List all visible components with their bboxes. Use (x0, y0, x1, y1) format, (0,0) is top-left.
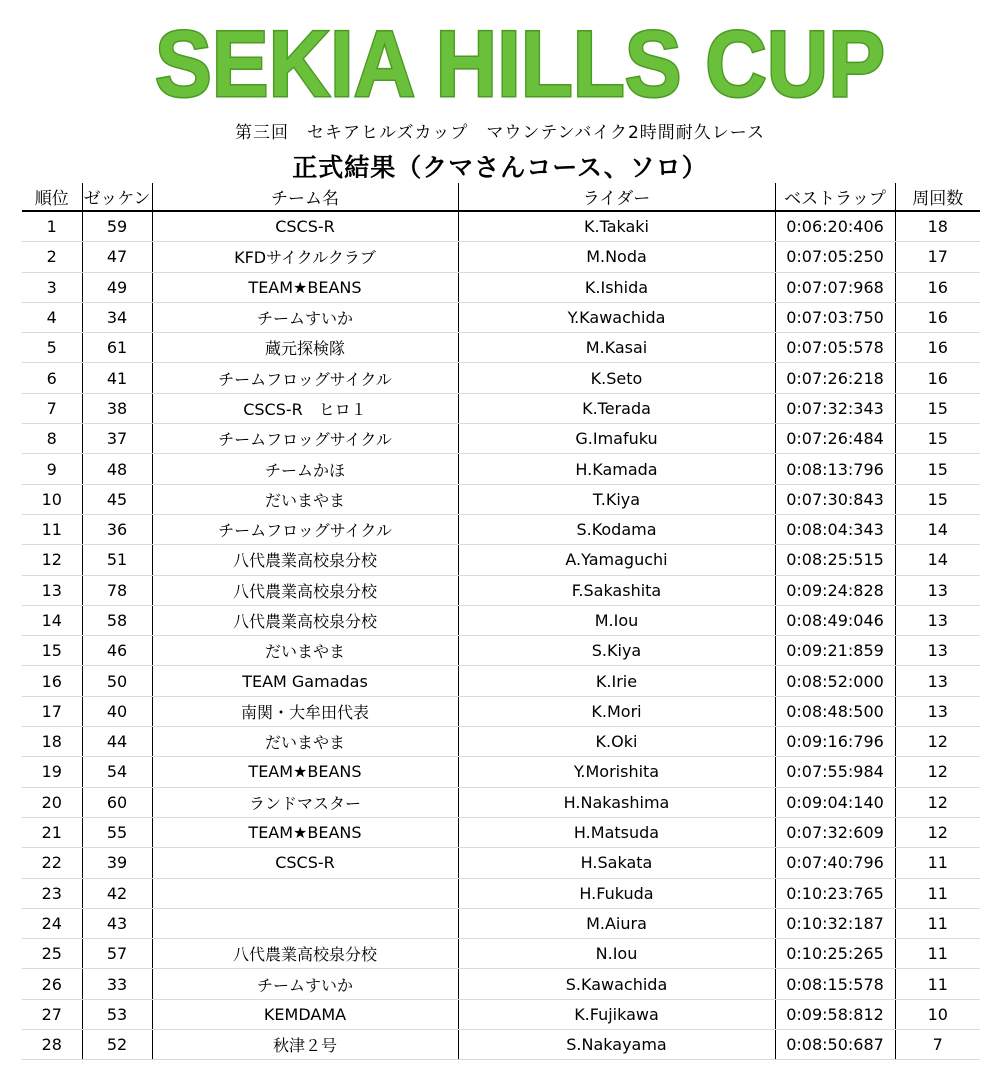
laps-cell: 12 (895, 757, 980, 787)
laps-cell: 12 (895, 787, 980, 817)
bib-cell: 41 (82, 363, 152, 393)
rider-cell: M.Kasai (458, 333, 775, 363)
rider-cell: H.Matsuda (458, 817, 775, 847)
best-lap-cell: 0:08:13:796 (775, 454, 895, 484)
rider-cell: K.Fujikawa (458, 999, 775, 1029)
team-cell: TEAM★BEANS (152, 817, 458, 847)
laps-cell: 13 (895, 636, 980, 666)
laps-cell: 10 (895, 999, 980, 1029)
rank-cell: 23 (22, 878, 82, 908)
rank-cell: 8 (22, 424, 82, 454)
best-lap-cell: 0:09:16:796 (775, 727, 895, 757)
team-cell: チームすいか (152, 302, 458, 332)
table-row (22, 636, 980, 666)
rank-cell: 6 (22, 363, 82, 393)
laps-cell: 7 (895, 1030, 980, 1060)
bib-cell: 47 (82, 242, 152, 272)
best-lap-cell: 0:08:25:515 (775, 545, 895, 575)
best-lap-cell: 0:08:49:046 (775, 605, 895, 635)
bib-cell: 52 (82, 1030, 152, 1060)
best-lap-cell: 0:09:58:812 (775, 999, 895, 1029)
laps-cell: 16 (895, 333, 980, 363)
team-cell: だいまやま (152, 636, 458, 666)
laps-cell: 11 (895, 939, 980, 969)
laps-cell: 16 (895, 272, 980, 302)
best-lap-cell: 0:07:32:343 (775, 393, 895, 423)
bib-cell: 45 (82, 484, 152, 514)
laps-cell: 14 (895, 514, 980, 544)
laps-cell: 11 (895, 908, 980, 938)
team-cell: だいまやま (152, 484, 458, 514)
bib-cell: 36 (82, 514, 152, 544)
rider-cell: S.Nakayama (458, 1030, 775, 1060)
rank-cell: 11 (22, 514, 82, 544)
column-header-best-lap: ベストラップ (775, 183, 895, 211)
rider-cell: H.Sakata (458, 848, 775, 878)
bib-cell: 59 (82, 211, 152, 242)
table-header-row (22, 183, 980, 211)
team-cell: 八代農業高校泉分校 (152, 545, 458, 575)
team-cell: 蔵元探検隊 (152, 333, 458, 363)
rider-cell: K.Mori (458, 696, 775, 726)
team-cell: CSCS-R (152, 848, 458, 878)
rider-cell: H.Nakashima (458, 787, 775, 817)
bib-cell: 58 (82, 605, 152, 635)
best-lap-cell: 0:07:05:250 (775, 242, 895, 272)
team-cell: 八代農業高校泉分校 (152, 605, 458, 635)
rider-cell: Y.Morishita (458, 757, 775, 787)
team-cell: CSCS-R ヒロ１ (152, 393, 458, 423)
bib-cell: 49 (82, 272, 152, 302)
team-cell: 八代農業高校泉分校 (152, 575, 458, 605)
rank-cell: 9 (22, 454, 82, 484)
laps-cell: 17 (895, 242, 980, 272)
team-cell: TEAM★BEANS (152, 757, 458, 787)
rank-cell: 1 (22, 211, 82, 242)
table-row (22, 302, 980, 332)
team-cell: KEMDAMA (152, 999, 458, 1029)
bib-cell: 37 (82, 424, 152, 454)
rank-cell: 21 (22, 817, 82, 847)
table-row (22, 666, 980, 696)
rider-cell: K.Takaki (458, 211, 775, 242)
column-header-rider: ライダー (458, 183, 775, 211)
rank-cell: 19 (22, 757, 82, 787)
laps-cell: 13 (895, 575, 980, 605)
rider-cell: S.Kiya (458, 636, 775, 666)
table-row (22, 333, 980, 363)
page-title: 正式結果（クマさんコース、ソロ） (292, 153, 708, 182)
rank-cell: 4 (22, 302, 82, 332)
rider-cell: K.Seto (458, 363, 775, 393)
table-row (22, 545, 980, 575)
table-row (22, 514, 980, 544)
rank-cell: 2 (22, 242, 82, 272)
bib-cell: 55 (82, 817, 152, 847)
table-row (22, 999, 980, 1029)
table-row (22, 757, 980, 787)
rank-cell: 7 (22, 393, 82, 423)
best-lap-cell: 0:09:24:828 (775, 575, 895, 605)
team-cell: KFDサイクルクラブ (152, 242, 458, 272)
team-cell: だいまやま (152, 727, 458, 757)
bib-cell: 53 (82, 999, 152, 1029)
best-lap-cell: 0:08:15:578 (775, 969, 895, 999)
best-lap-cell: 0:09:04:140 (775, 787, 895, 817)
bib-cell: 39 (82, 848, 152, 878)
team-cell: ランドマスター (152, 787, 458, 817)
rider-cell: K.Irie (458, 666, 775, 696)
table-row (22, 605, 980, 635)
table-row (22, 484, 980, 514)
column-header-bib: ゼッケン (82, 183, 152, 211)
laps-cell: 16 (895, 363, 980, 393)
table-row (22, 211, 980, 242)
table-row (22, 787, 980, 817)
best-lap-cell: 0:10:23:765 (775, 878, 895, 908)
column-header-laps: 周回数 (895, 183, 980, 211)
best-lap-cell: 0:07:30:843 (775, 484, 895, 514)
laps-cell: 13 (895, 605, 980, 635)
best-lap-cell: 0:07:26:218 (775, 363, 895, 393)
bib-cell: 50 (82, 666, 152, 696)
rider-cell: T.Kiya (458, 484, 775, 514)
table-row (22, 1030, 980, 1060)
bib-cell: 48 (82, 454, 152, 484)
bib-cell: 38 (82, 393, 152, 423)
bib-cell: 46 (82, 636, 152, 666)
team-cell: CSCS-R (152, 211, 458, 242)
rank-cell: 15 (22, 636, 82, 666)
laps-cell: 11 (895, 878, 980, 908)
table-row (22, 878, 980, 908)
logo-text: SEKIA HILLS CUP (155, 11, 885, 108)
laps-cell: 11 (895, 969, 980, 999)
rank-cell: 22 (22, 848, 82, 878)
best-lap-cell: 0:07:55:984 (775, 757, 895, 787)
rank-cell: 20 (22, 787, 82, 817)
table-row (22, 393, 980, 423)
logo-graphic (0, 8, 1000, 108)
rank-cell: 13 (22, 575, 82, 605)
bib-cell: 60 (82, 787, 152, 817)
team-cell: 南関・大牟田代表 (152, 696, 458, 726)
table-row (22, 848, 980, 878)
best-lap-cell: 0:07:03:750 (775, 302, 895, 332)
rider-cell: S.Kawachida (458, 969, 775, 999)
rank-cell: 14 (22, 605, 82, 635)
rank-cell: 10 (22, 484, 82, 514)
bib-cell: 40 (82, 696, 152, 726)
rider-cell: Y.Kawachida (458, 302, 775, 332)
bib-cell: 57 (82, 939, 152, 969)
team-cell (152, 908, 458, 938)
rank-cell: 26 (22, 969, 82, 999)
team-cell: チームすいか (152, 969, 458, 999)
rider-cell: N.Iou (458, 939, 775, 969)
best-lap-cell: 0:07:07:968 (775, 272, 895, 302)
table-row (22, 363, 980, 393)
table-row (22, 817, 980, 847)
team-cell: 秋津２号 (152, 1030, 458, 1060)
best-lap-cell: 0:08:50:687 (775, 1030, 895, 1060)
rider-cell: S.Kodama (458, 514, 775, 544)
rider-cell: M.Iou (458, 605, 775, 635)
bib-cell: 33 (82, 969, 152, 999)
bib-cell: 34 (82, 302, 152, 332)
rider-cell: G.Imafuku (458, 424, 775, 454)
best-lap-cell: 0:08:48:500 (775, 696, 895, 726)
team-cell: チームフロッグサイクル (152, 363, 458, 393)
bib-cell: 61 (82, 333, 152, 363)
rider-cell: H.Fukuda (458, 878, 775, 908)
laps-cell: 11 (895, 848, 980, 878)
rank-cell: 28 (22, 1030, 82, 1060)
table-row (22, 969, 980, 999)
team-cell: チームかほ (152, 454, 458, 484)
best-lap-cell: 0:09:21:859 (775, 636, 895, 666)
best-lap-cell: 0:07:05:578 (775, 333, 895, 363)
results-table (22, 183, 980, 1060)
laps-cell: 18 (895, 211, 980, 242)
rider-cell: A.Yamaguchi (458, 545, 775, 575)
rider-cell: K.Ishida (458, 272, 775, 302)
logo (0, 8, 1000, 108)
bib-cell: 51 (82, 545, 152, 575)
rider-cell: K.Terada (458, 393, 775, 423)
column-header-rank: 順位 (22, 183, 82, 211)
rider-cell: M.Noda (458, 242, 775, 272)
laps-cell: 15 (895, 393, 980, 423)
rank-cell: 18 (22, 727, 82, 757)
laps-cell: 12 (895, 727, 980, 757)
rank-cell: 25 (22, 939, 82, 969)
rank-cell: 16 (22, 666, 82, 696)
best-lap-cell: 0:10:32:187 (775, 908, 895, 938)
rider-cell: M.Aiura (458, 908, 775, 938)
laps-cell: 13 (895, 696, 980, 726)
rank-cell: 12 (22, 545, 82, 575)
event-subtitle: 第三回 セキアヒルズカップ マウンテンバイク2時間耐久レース (235, 123, 765, 143)
best-lap-cell: 0:07:32:609 (775, 817, 895, 847)
table-row (22, 727, 980, 757)
column-header-team: チーム名 (152, 183, 458, 211)
laps-cell: 15 (895, 484, 980, 514)
table-row (22, 696, 980, 726)
bib-cell: 78 (82, 575, 152, 605)
team-cell: TEAM★BEANS (152, 272, 458, 302)
rank-cell: 27 (22, 999, 82, 1029)
rider-cell: K.Oki (458, 727, 775, 757)
bib-cell: 43 (82, 908, 152, 938)
laps-cell: 16 (895, 302, 980, 332)
bib-cell: 44 (82, 727, 152, 757)
results-body (22, 211, 980, 1060)
table-row (22, 454, 980, 484)
table-row (22, 272, 980, 302)
bib-cell: 42 (82, 878, 152, 908)
rank-cell: 3 (22, 272, 82, 302)
best-lap-cell: 0:07:40:796 (775, 848, 895, 878)
rider-cell: F.Sakashita (458, 575, 775, 605)
best-lap-cell: 0:08:52:000 (775, 666, 895, 696)
table-row (22, 908, 980, 938)
laps-cell: 12 (895, 817, 980, 847)
bib-cell: 54 (82, 757, 152, 787)
table-row (22, 242, 980, 272)
team-cell (152, 878, 458, 908)
rank-cell: 24 (22, 908, 82, 938)
best-lap-cell: 0:08:04:343 (775, 514, 895, 544)
rank-cell: 17 (22, 696, 82, 726)
best-lap-cell: 0:06:20:406 (775, 211, 895, 242)
team-cell: 八代農業高校泉分校 (152, 939, 458, 969)
team-cell: チームフロッグサイクル (152, 514, 458, 544)
laps-cell: 15 (895, 424, 980, 454)
table-row (22, 939, 980, 969)
best-lap-cell: 0:10:25:265 (775, 939, 895, 969)
table-row (22, 575, 980, 605)
rider-cell: H.Kamada (458, 454, 775, 484)
laps-cell: 13 (895, 666, 980, 696)
team-cell: チームフロッグサイクル (152, 424, 458, 454)
laps-cell: 14 (895, 545, 980, 575)
table-row (22, 424, 980, 454)
team-cell: TEAM Gamadas (152, 666, 458, 696)
rank-cell: 5 (22, 333, 82, 363)
best-lap-cell: 0:07:26:484 (775, 424, 895, 454)
laps-cell: 15 (895, 454, 980, 484)
